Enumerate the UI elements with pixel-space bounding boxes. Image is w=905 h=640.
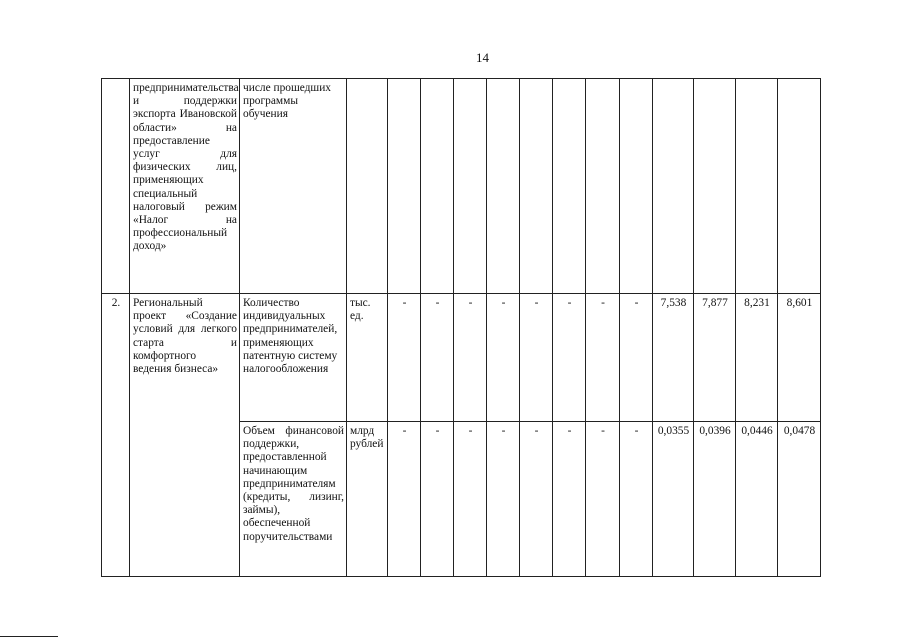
value-cell [736,79,778,294]
value-cell: - [388,422,421,577]
value-cell [454,79,487,294]
value-cell: - [620,422,653,577]
unit-cell [347,79,388,294]
value-cell: 0,0478 [778,422,821,577]
value-cell: - [586,294,620,422]
value-cell: - [620,294,653,422]
value-cell: - [586,422,620,577]
value-cell [520,79,553,294]
value-cell: - [454,294,487,422]
table-row [102,79,821,294]
indicator-name: числе прошедших программы обучения [240,79,347,294]
value-cell [778,79,821,294]
indicator-name: Объем финансовой поддержки, предоставленной начинающим предпринимателям (кредиты, лизинг, займы), обеспеченной поручительствами [240,422,347,577]
value-cell [388,79,421,294]
project-name: предпринимательства и поддержки экспорта Ивановской области» на предоставление услуг для физических лиц, применяющих специальный налоговый режим «Налог на профессиональный доход» [130,79,240,294]
value-cell [620,79,653,294]
value-cell: - [553,422,586,577]
unit-cell: млрд рублей [347,422,388,577]
value-cell: - [520,422,553,577]
table-row [102,294,821,422]
value-cell [653,79,694,294]
value-cell [586,79,620,294]
value-cell [421,79,454,294]
unit-cell: тыс. ед. [347,294,388,422]
value-cell: - [487,422,520,577]
value-cell: - [388,294,421,422]
value-cell: 7,538 [653,294,694,422]
value-cell: 8,601 [778,294,821,422]
value-cell: 0,0396 [694,422,736,577]
indicator-name: Количество индивидуальных предпринимателей, применяющих патентную систему налогообложения [240,294,347,422]
value-cell: - [553,294,586,422]
value-cell: - [454,422,487,577]
page-number: 14 [476,50,489,65]
value-cell: 0,0355 [653,422,694,577]
value-cell [487,79,520,294]
value-cell: - [421,422,454,577]
value-cell: - [520,294,553,422]
indicators-table [101,78,821,577]
value-cell [694,79,736,294]
row-number: 2. [102,294,130,577]
footnote-separator [0,636,58,637]
value-cell [553,79,586,294]
value-cell: 0,0446 [736,422,778,577]
value-cell: - [487,294,520,422]
value-cell: 8,231 [736,294,778,422]
value-cell: - [421,294,454,422]
project-name: Региональный проект «Создание условий для легкого старта и комфортного ведения бизнеса» [130,294,240,577]
row-number [102,79,130,294]
value-cell: 7,877 [694,294,736,422]
